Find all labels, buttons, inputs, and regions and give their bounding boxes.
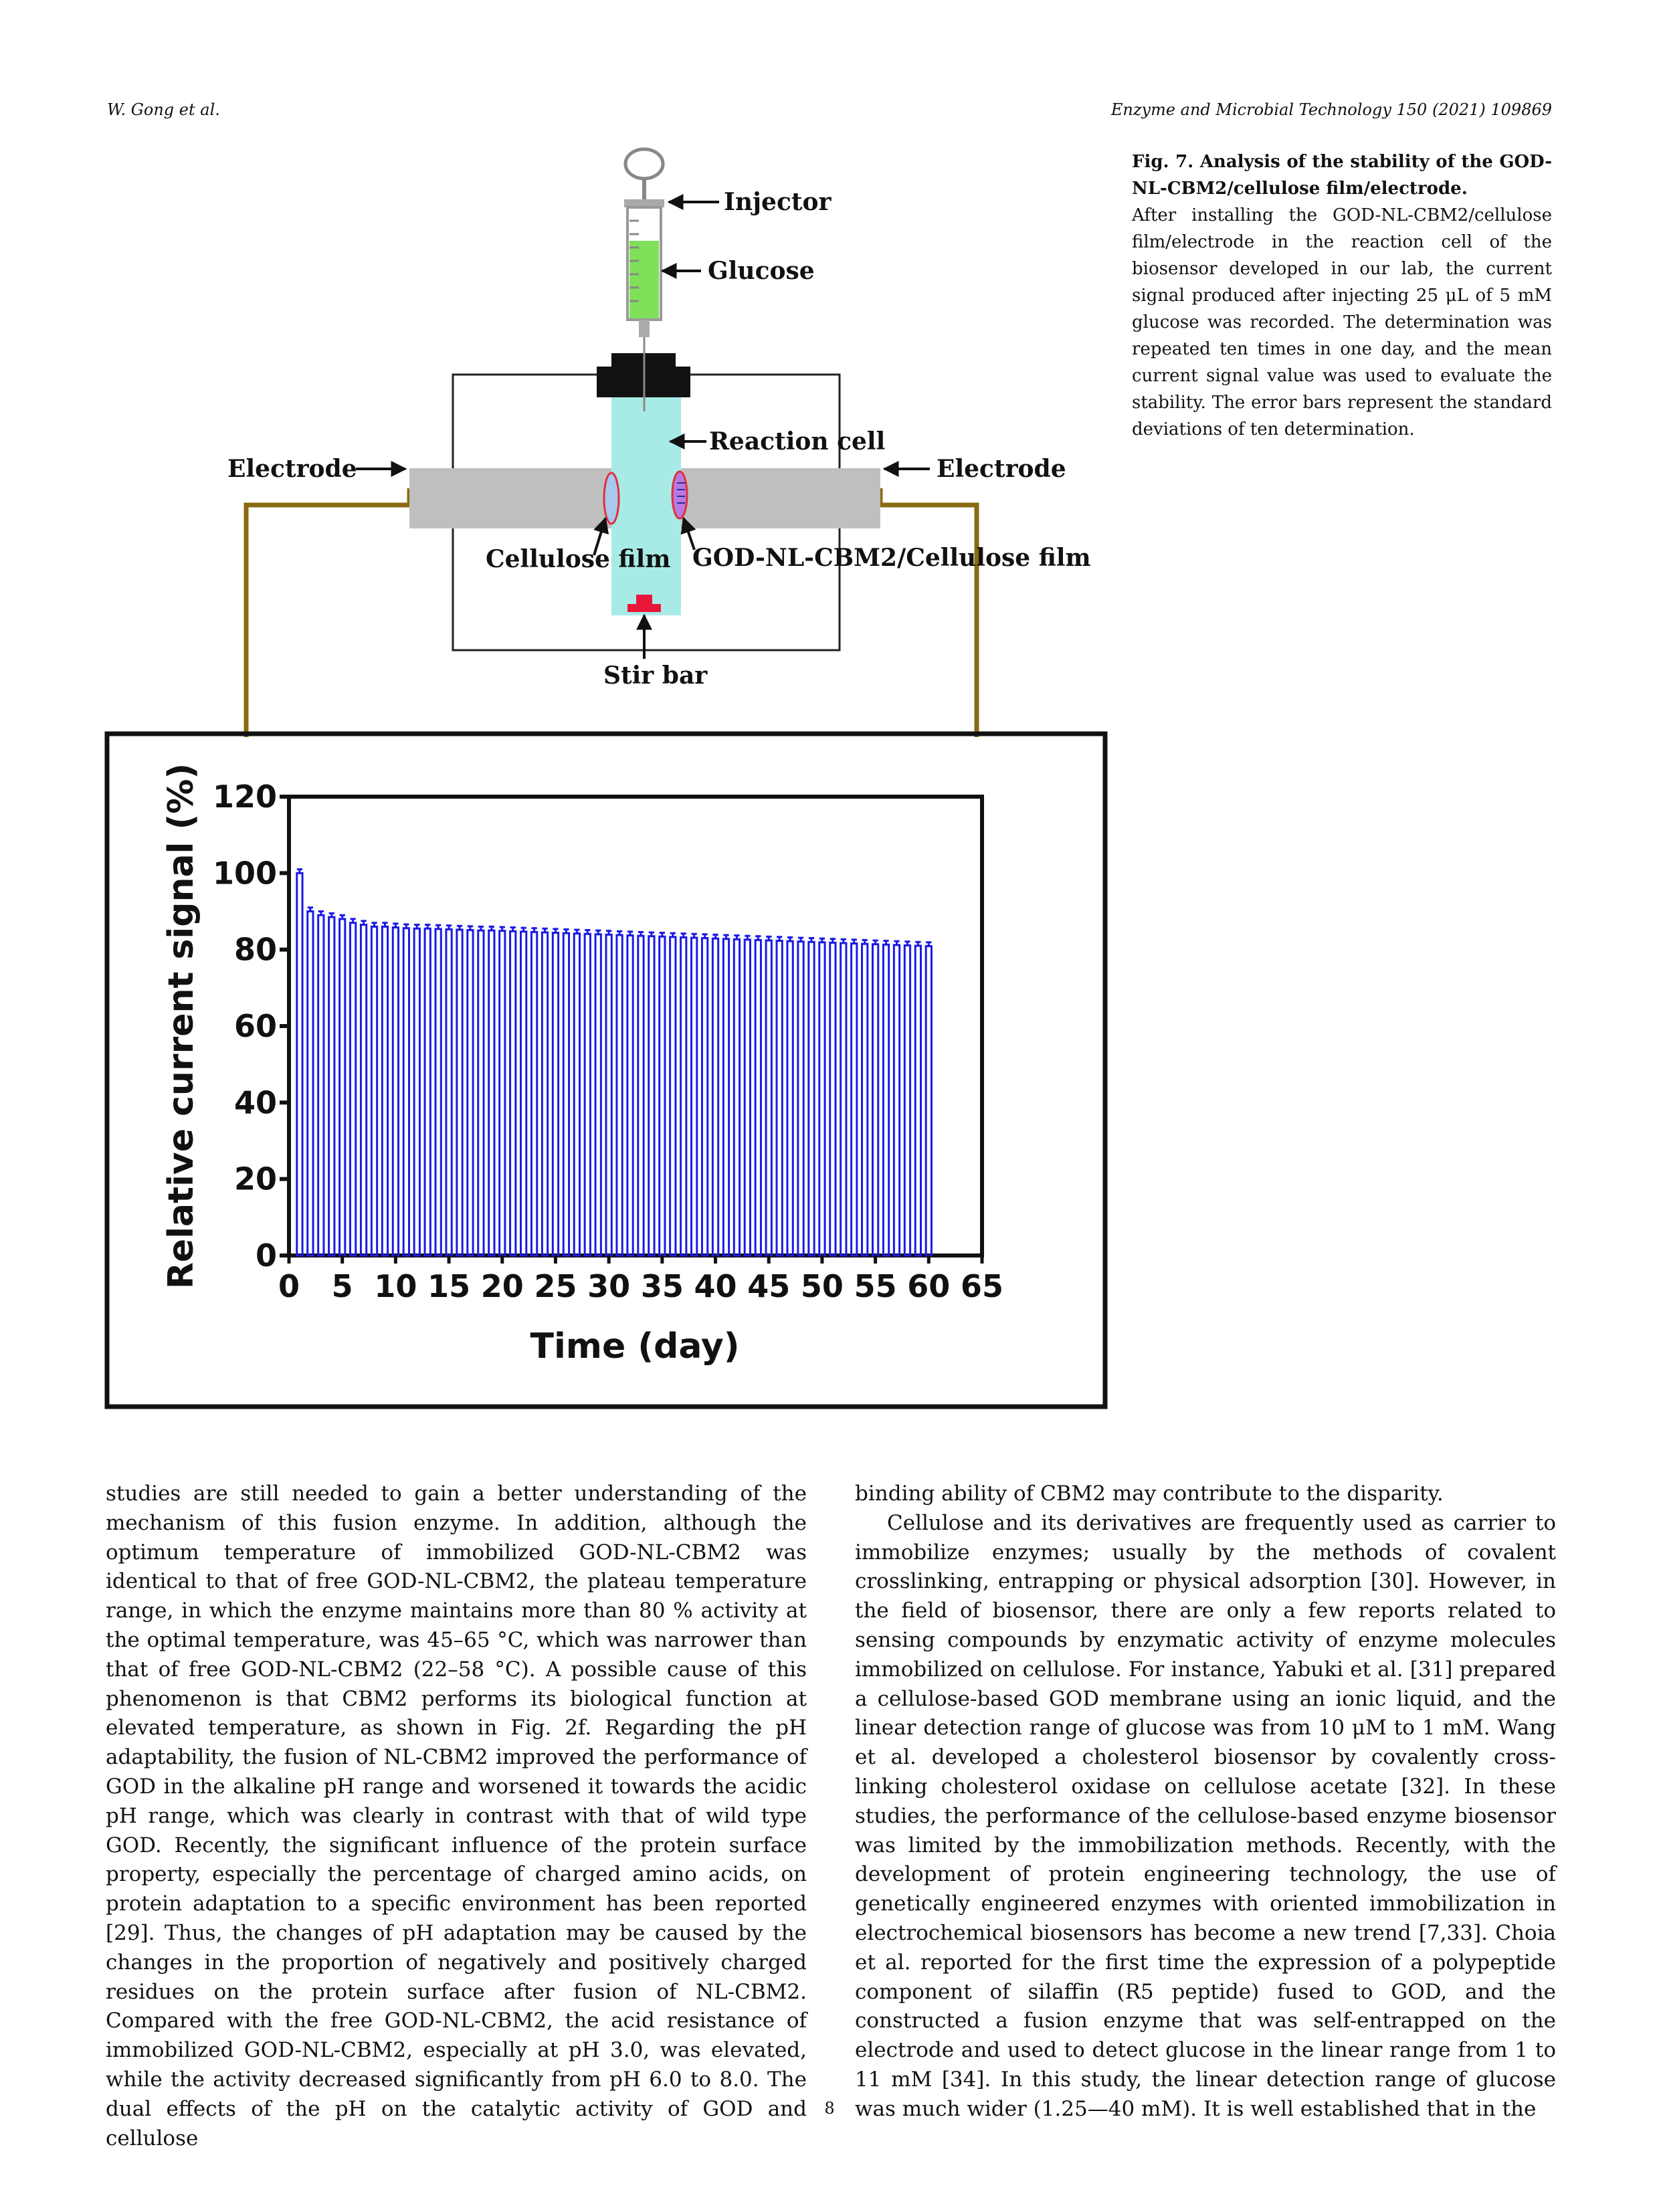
y-tick-label-20: 20 — [233, 1161, 277, 1197]
y-tick-label-0: 0 — [255, 1237, 277, 1274]
label-electrode-left: Electrode — [227, 455, 357, 483]
bar-day-15 — [446, 929, 452, 1255]
x-tick-label-20: 20 — [480, 1268, 524, 1304]
bar-day-55 — [872, 944, 878, 1255]
bar-day-40 — [712, 938, 718, 1255]
bar-day-48 — [798, 942, 803, 1255]
bar-day-18 — [478, 930, 484, 1255]
x-tick-label-10: 10 — [374, 1268, 417, 1304]
bar-day-50 — [819, 942, 825, 1255]
bar-day-52 — [841, 943, 846, 1255]
bar-day-6 — [350, 923, 355, 1255]
x-axis-ticks — [278, 1255, 1003, 1304]
x-tick-label-65: 65 — [960, 1268, 1004, 1304]
bar-day-27 — [574, 934, 579, 1255]
bar-day-5 — [340, 919, 345, 1255]
bar-day-9 — [382, 926, 387, 1255]
bar-day-25 — [553, 933, 558, 1255]
bar-day-3 — [318, 915, 324, 1255]
bar-day-22 — [521, 932, 526, 1255]
x-axis-title: Time (day) — [530, 1326, 740, 1367]
bar-day-7 — [361, 925, 366, 1255]
paragraph-right-2: Cellulose and its derivatives are frequently used as carrier to immobilize enzymes; usually by the methods of covalent crosslinking, entrapping or physical adsorption [30]. However, in the field of biosensor, there are only a few reports related to sensing compounds by enzymatic activity of enzyme molecules immobilized on cellulose. For instance, Yabuki et al. [31] prepared a cellulose-based GOD membrane using an ionic liquid, and the linear detection range of glucose was from 10 μM to 1 mM. Wang et al. developed a cholesterol biosensor by covalently cross-linking cholesterol oxidase on cellulose acetate [32]. In these studies, the performance of the cellulose-based enzyme biosensor was limited by the immobilization methods. Recently, with the development of protein engineering technology, the use of genetically engineered enzymes with oriented immobilization in electrochemical biosensors has become a new trend [7,33]. Choia et al. reported for the first time the expression of a polypeptide component of silaffin (R5 peptide) fused to GOD, and the constructed a fusion enzyme that was self-entrapped on the electrode and used to detect glucose in the linear range from 1 to 11 mM [34]. In this study, the linear detection range of glucose was much wider (1.25—40 mM). It is well established that in the — [855, 1510, 1556, 2121]
x-tick-label-30: 30 — [587, 1268, 631, 1304]
bar-day-37 — [681, 937, 686, 1255]
bar-day-53 — [852, 944, 857, 1255]
bar-day-8 — [371, 926, 377, 1255]
bar-day-57 — [894, 945, 899, 1255]
bar-day-13 — [425, 928, 430, 1255]
running-header-authors: W. Gong et al. — [107, 100, 220, 119]
bar-day-54 — [862, 944, 868, 1255]
label-cellulose-film: Cellulose film — [486, 545, 671, 573]
bar-day-14 — [435, 929, 441, 1255]
x-tick-label-5: 5 — [331, 1268, 353, 1304]
paragraph-right-1: binding ability of CBM2 may contribute to the disparity. — [855, 1482, 1444, 1506]
bar-day-29 — [595, 934, 601, 1255]
god-film — [672, 472, 687, 518]
body-column-left — [106, 1480, 807, 2153]
bar-day-1 — [297, 873, 302, 1255]
x-tick-label-60: 60 — [907, 1268, 951, 1304]
bar-day-58 — [904, 945, 910, 1255]
y-tick-label-60: 60 — [233, 1008, 277, 1044]
bar-day-56 — [883, 944, 888, 1255]
bar-day-47 — [787, 941, 793, 1255]
label-reaction-cell: Reaction cell — [709, 427, 886, 456]
bar-day-51 — [830, 942, 836, 1255]
label-stir-bar: Stir bar — [603, 662, 708, 690]
bar-day-41 — [723, 939, 728, 1255]
paragraph-left: studies are still needed to gain a better understanding of the mechanism of this fusion enzyme. In addition, although the optimum temperature of immobilized GOD-NL-CBM2 was identical to that of free GOD-NL-CBM2, the plateau temperature range, in which the enzyme maintains more than 80 % activity at the optimal temperature, was 45–65 °C, which was narrower than that of free GOD-NL-CBM2 (22–58 °C). A possible cause of this phenomenon is that CBM2 performs its biological function at elevated temperature, as shown in Fig. 2f. Regarding the pH adaptability, the fusion of NL-CBM2 improved the performance of GOD in the alkaline pH range and worsened it towards the acidic pH range, which was clearly in contrast with that of wild type GOD. Recently, the significant influence of the protein surface property, especially the percentage of charged amino acids, on protein adaptation to a specific environment has been reported [29]. Thus, the changes of pH adaptation may be caused by the changes in the proportion of negatively and positively charged residues on the protein surface after fusion of NL-CBM2. Compared with the free GOD-NL-CBM2, the acid resistance of immobilized GOD-NL-CBM2, especially at pH 3.0, was elevated, while the activity decreased significantly from pH 6.0 to 8.0. The dual effects of the pH on the catalytic activity of GOD and cellulose — [106, 1482, 807, 2150]
bar-day-35 — [660, 936, 665, 1255]
cellulose-film — [604, 473, 619, 524]
bar-day-42 — [734, 939, 739, 1255]
reaction-cell — [611, 396, 681, 615]
bar-day-30 — [606, 934, 611, 1255]
x-tick-label-45: 45 — [747, 1268, 791, 1304]
bar-day-36 — [670, 937, 676, 1255]
electrode-right-bar — [681, 468, 880, 528]
label-injector: Injector — [724, 188, 832, 216]
x-tick-label-50: 50 — [800, 1268, 844, 1304]
y-axis-ticks — [213, 779, 289, 1274]
wire-left — [246, 488, 409, 737]
y-tick-label-80: 80 — [233, 931, 277, 968]
bar-day-60 — [926, 946, 931, 1255]
bar-day-26 — [563, 933, 569, 1255]
running-header-journal: Enzyme and Microbial Technology 150 (2021) 109869 — [1110, 100, 1552, 119]
label-god-film: GOD-NL-CBM2/Cellulose film — [692, 544, 1091, 572]
bar-day-45 — [766, 940, 771, 1255]
bar-day-20 — [500, 931, 505, 1255]
wire-right — [880, 488, 977, 737]
bar-day-19 — [489, 930, 494, 1255]
x-tick-label-15: 15 — [427, 1268, 471, 1304]
page-number: 8 — [824, 2099, 835, 2118]
bar-day-43 — [745, 940, 750, 1255]
bar-day-31 — [617, 935, 622, 1255]
bar-day-17 — [468, 930, 473, 1255]
bar-day-24 — [542, 932, 547, 1255]
label-electrode-right: Electrode — [937, 455, 1066, 483]
label-glucose: Glucose — [708, 257, 815, 285]
bar-day-59 — [915, 946, 920, 1255]
bar-day-46 — [777, 941, 782, 1255]
bar-day-33 — [638, 936, 644, 1255]
bar-day-2 — [308, 912, 313, 1256]
y-tick-label-100: 100 — [212, 855, 277, 892]
bar-day-16 — [457, 930, 462, 1255]
bar-day-4 — [329, 917, 334, 1255]
y-tick-label-120: 120 — [212, 779, 277, 815]
bar-day-21 — [510, 931, 516, 1255]
bar-day-12 — [414, 928, 419, 1255]
bar-day-44 — [755, 940, 761, 1255]
x-tick-label-25: 25 — [534, 1268, 577, 1304]
body-column-right — [855, 1480, 1556, 2124]
bars-group — [297, 870, 932, 1255]
bar-day-34 — [649, 936, 654, 1255]
caption-body: After installing the GOD-NL-CBM2/cellulose film/electrode in the reaction cell of the biosensor developed in our lab, the current signal produced after injecting 25 μL of 5 mM glucose was recorded. The determination was repeated ten times in one day, and the mean current signal value was used to evaluate the stability. The error bars represent the standard deviations of ten determination. — [1132, 205, 1552, 439]
y-tick-label-40: 40 — [233, 1084, 277, 1121]
bar-day-10 — [393, 928, 398, 1255]
bar-day-28 — [585, 934, 590, 1255]
electrode-left-bar — [409, 468, 611, 528]
bar-day-32 — [627, 936, 633, 1255]
x-tick-label-40: 40 — [694, 1268, 737, 1304]
figure-caption — [1132, 148, 1552, 443]
x-tick-label-55: 55 — [854, 1268, 897, 1304]
caption-title: Fig. 7. Analysis of the stability of the GOD-NL-CBM2/cellulose film/electrode. — [1132, 152, 1552, 199]
x-tick-label-35: 35 — [640, 1268, 684, 1304]
bar-day-39 — [702, 938, 707, 1255]
bar-day-38 — [692, 938, 697, 1255]
x-tick-label-0: 0 — [278, 1268, 300, 1304]
bar-day-23 — [531, 932, 536, 1255]
bar-day-49 — [809, 942, 814, 1255]
y-axis-title: Relative current signal (%) — [161, 763, 201, 1290]
bar-day-11 — [403, 928, 409, 1255]
